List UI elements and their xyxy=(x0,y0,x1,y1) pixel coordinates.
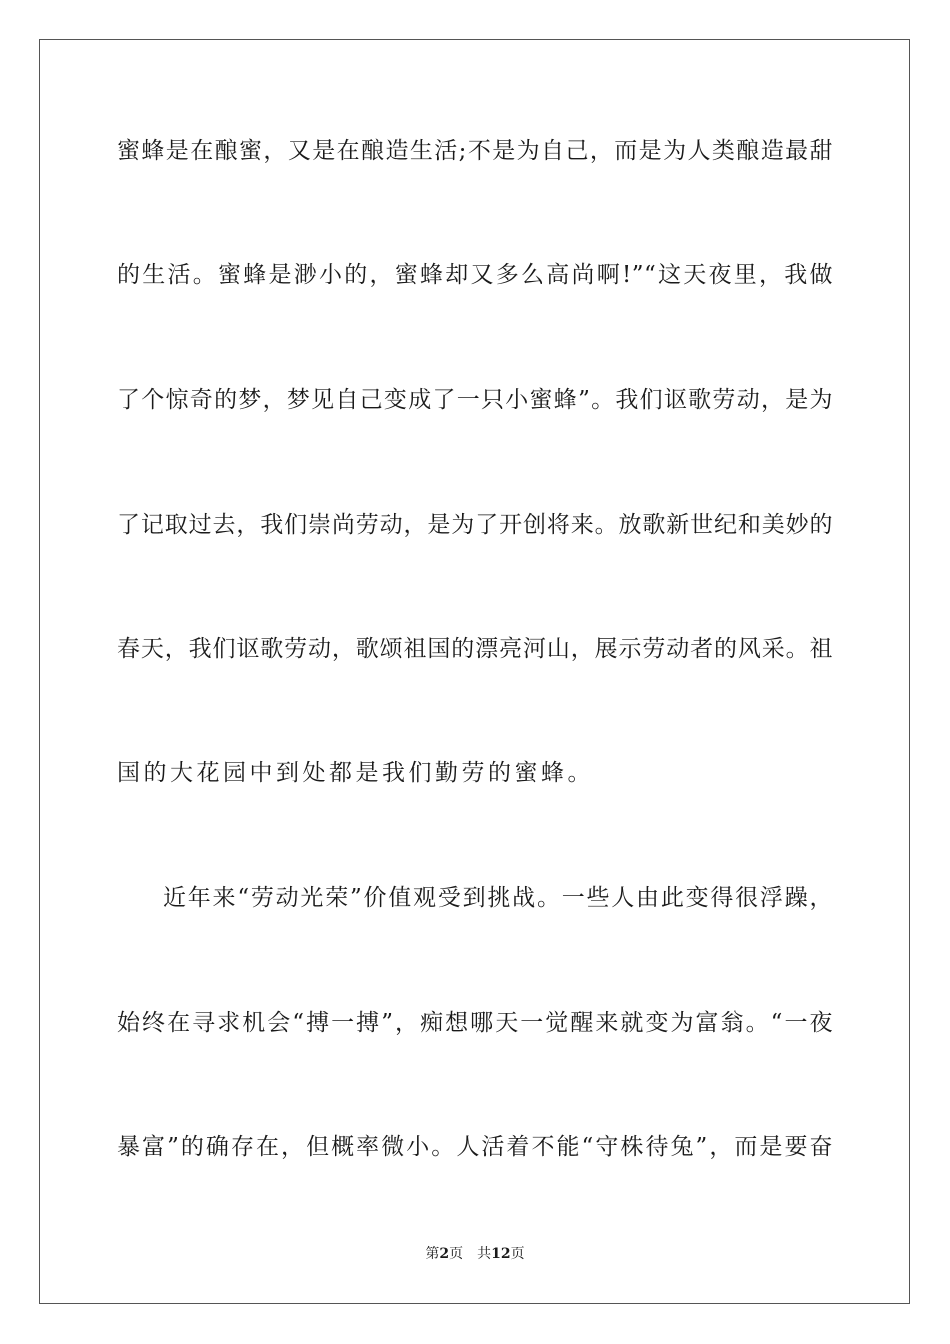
page-suffix: 页 xyxy=(449,1246,464,1262)
paragraph-first-line: 近年来“劳动光荣”价值观受到挑战。一些人由此变得很浮躁， xyxy=(163,885,833,911)
total-pages: 12 xyxy=(491,1246,511,1262)
page-number: 2 xyxy=(439,1246,450,1262)
total-prefix: 共 xyxy=(477,1246,492,1262)
text-line: 的生活。蜜蜂是渺小的，蜜蜂却又多么高尚啊!”“这天夜里，我做 xyxy=(117,262,833,288)
text-line: 始终在寻求机会“搏一搏”，痴想哪天一觉醒来就变为富翁。“一夜 xyxy=(117,1010,833,1036)
page-border xyxy=(39,39,910,1304)
page-footer xyxy=(0,1244,950,1264)
text-line: 国的大花园中到处都是我们勤劳的蜜蜂。 xyxy=(117,760,594,786)
page-prefix: 第 xyxy=(425,1246,440,1262)
text-line: 暴富”的确存在，但概率微小。人活着不能“守株待兔”，而是要奋 xyxy=(117,1134,833,1160)
total-suffix: 页 xyxy=(510,1246,525,1262)
text-line: 蜜蜂是在酿蜜，又是在酿造生活;不是为自己，而是为人类酿造最甜 xyxy=(117,138,833,164)
text-line: 春天，我们讴歌劳动，歌颂祖国的漂亮河山，展示劳动者的风采。祖 xyxy=(117,636,833,662)
text-line: 了记取过去，我们崇尚劳动，是为了开创将来。放歌新世纪和美妙的 xyxy=(117,512,833,538)
text-line: 了个惊奇的梦，梦见自己变成了一只小蜜蜂”。我们讴歌劳动，是为 xyxy=(117,387,833,413)
